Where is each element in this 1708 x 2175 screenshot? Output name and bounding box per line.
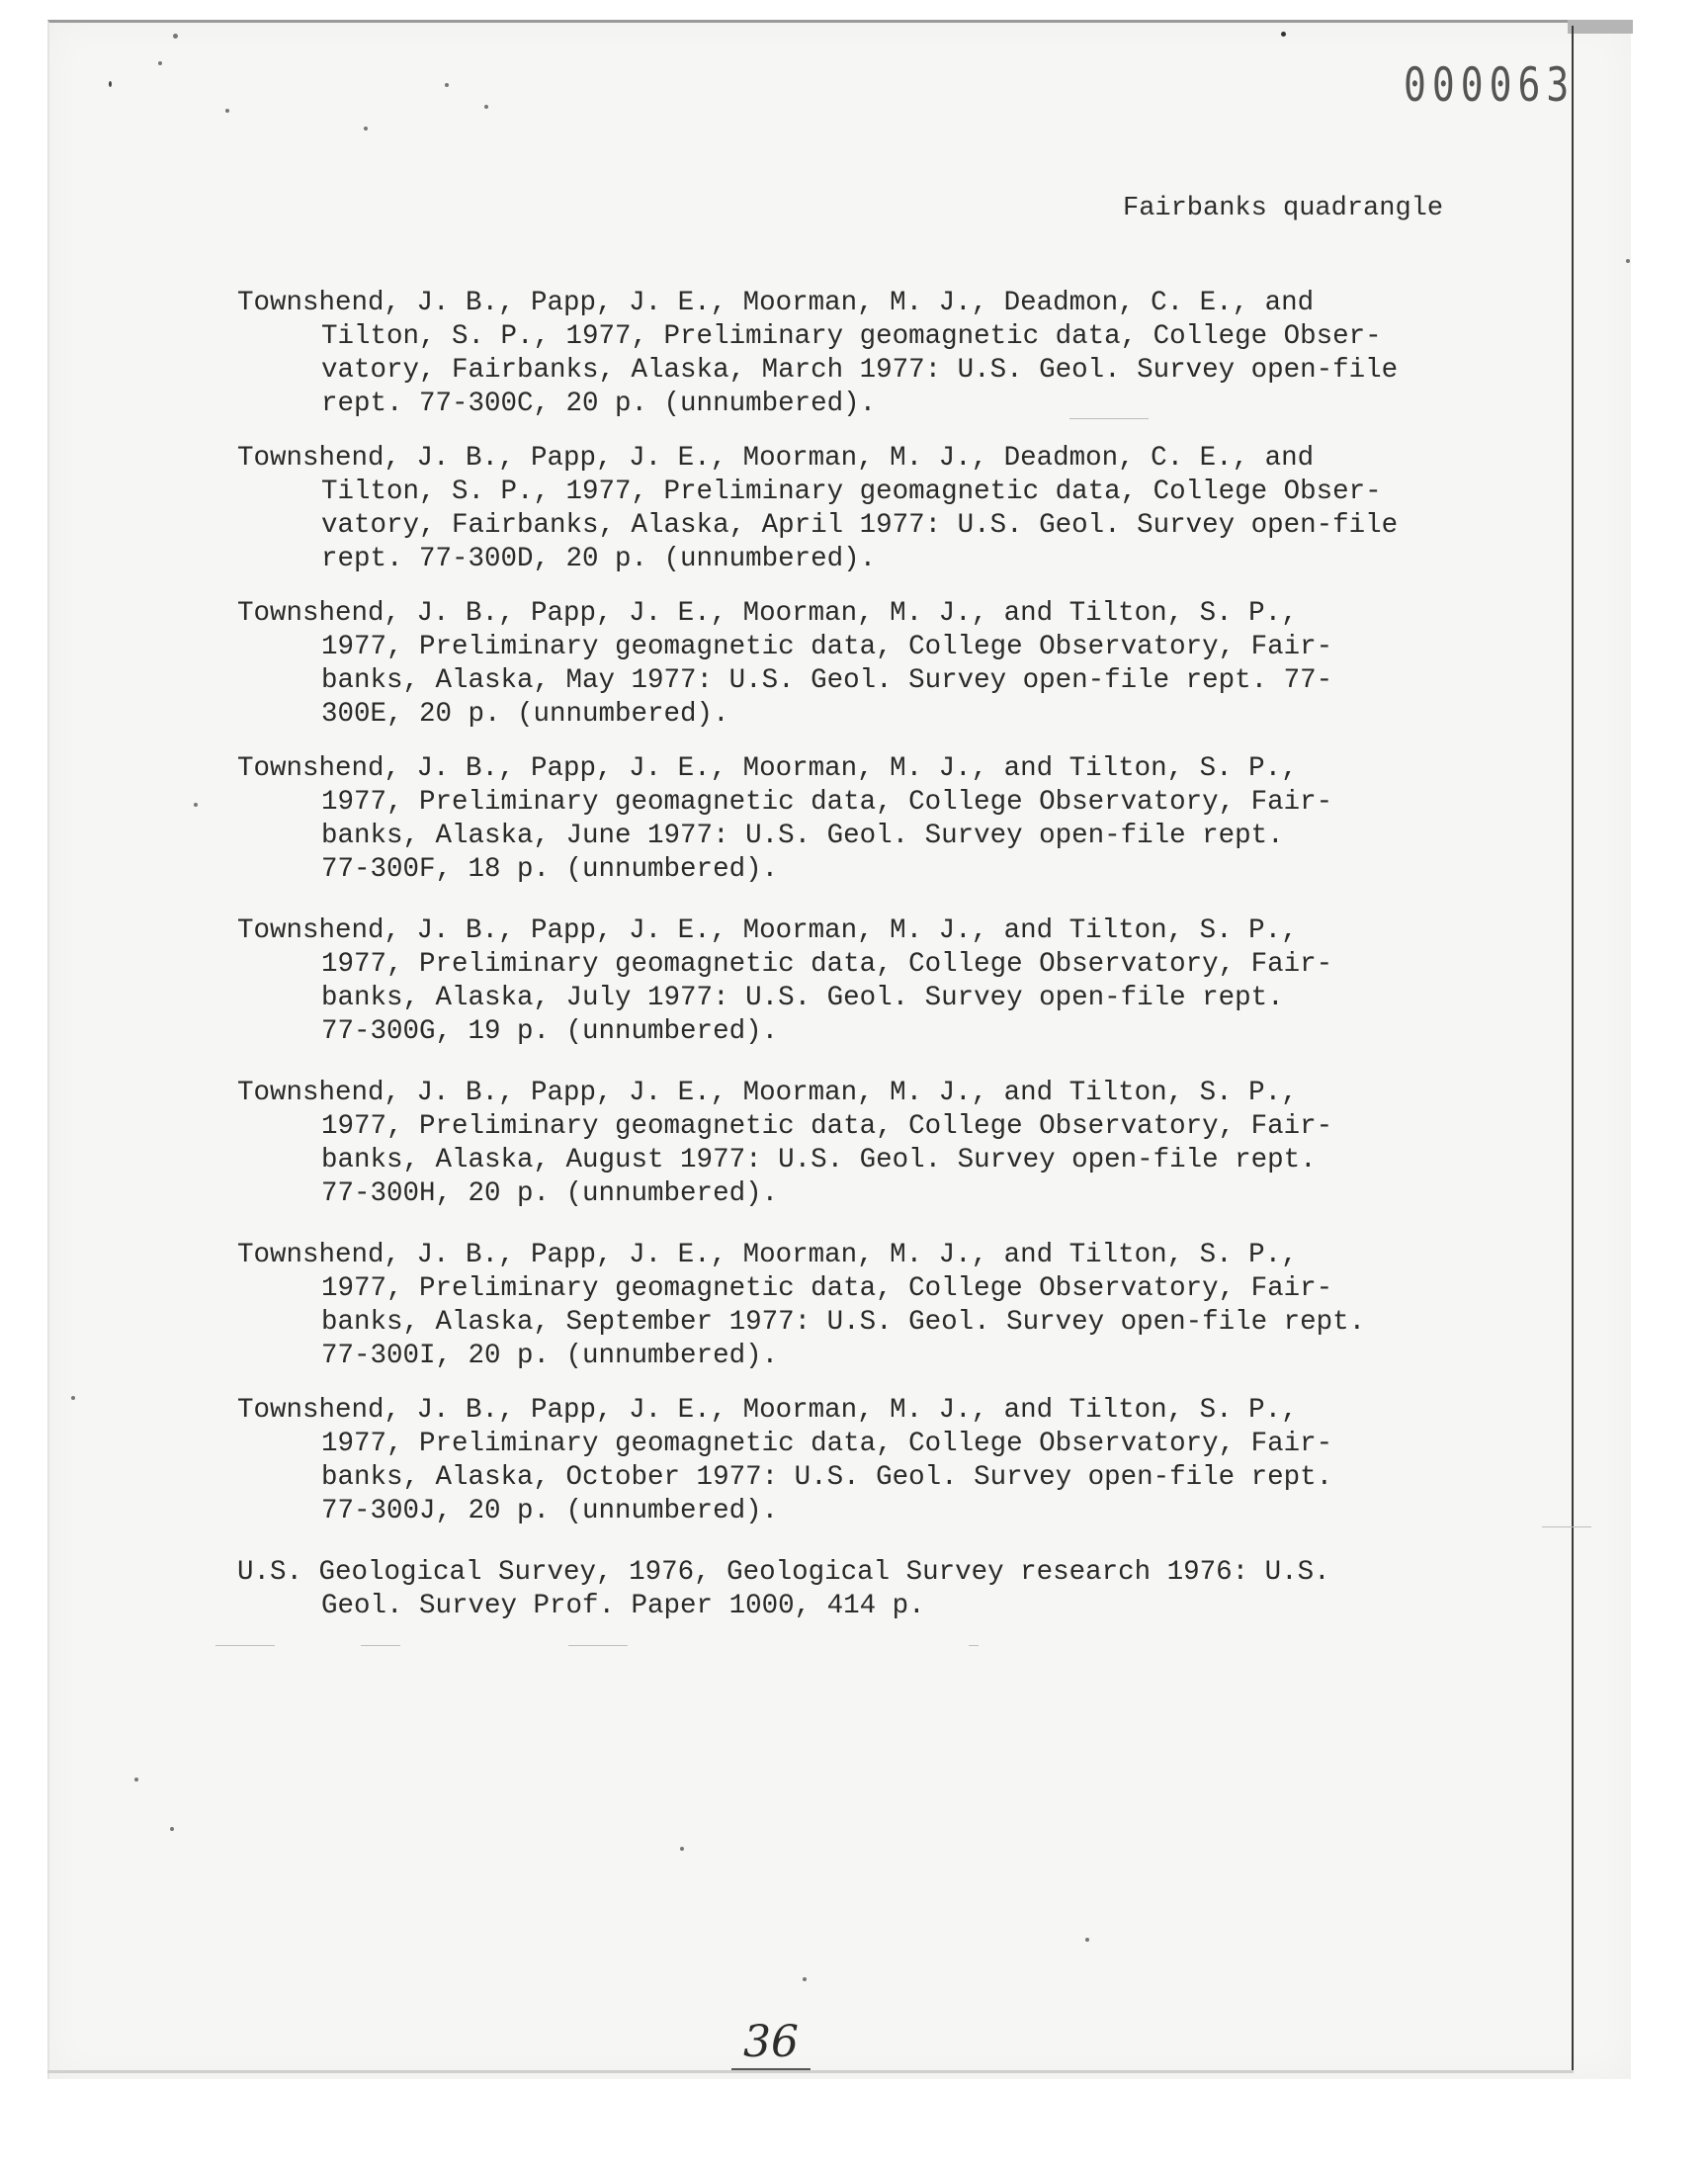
reference-entry: Townshend, J. B., Papp, J. E., Moorman, M. J., Deadmon, C. E., and Tilton, S. P., 1977, Preliminary geomagnetic data, College Obser- vatory, Fairbanks, Alaska, March 1977: U.S. Geol. Survey open-file rept. 77-300C, 20 p. (unnumbered). (237, 288, 1399, 419)
scan-rule (215, 1645, 275, 1646)
reference-entry: Townshend, J. B., Papp, J. E., Moorman, M. J., and Tilton, S. P., 1977, Preliminary geomagnetic data, College Observatory, Fair- banks, Alaska, July 1977: U.S. Geol. Survey open-file rept. 77-300G, 19 p. (unnumbered). (237, 915, 1333, 1047)
scan-speck (134, 1778, 138, 1782)
reference-entry: Townshend, J. B., Papp, J. E., Moorman, M. J., Deadmon, C. E., and Tilton, S. P., 1977, Preliminary geomagnetic data, College Obser- vatory, Fairbanks, Alaska, April 1977: U.S. Geol. Survey open-file rept. 77-300D, 20 p. (unnumbered). (237, 443, 1399, 574)
reference-entry: Townshend, J. B., Papp, J. E., Moorman, M. J., and Tilton, S. P., 1977, Preliminary geomagnetic data, College Observatory, Fair- banks, Alaska, May 1977: U.S. Geol. Survey open-file rept. 77- 300E, 20 p. (unnumbered). (237, 598, 1333, 730)
reference-entry: Townshend, J. B., Papp, J. E., Moorman, M. J., and Tilton, S. P., 1977, Preliminary geomagnetic data, College Observatory, Fair- banks, Alaska, June 1977: U.S. Geol. Survey open-file rept. 77-300F, 18 p. (unnumbered). (237, 753, 1333, 885)
scan-speck (1626, 259, 1630, 263)
scan-speck (1085, 1938, 1089, 1942)
reference-list (237, 287, 1473, 1644)
document-number: 000063 (1404, 57, 1576, 112)
scan-speck (71, 1396, 75, 1400)
scan-rule (361, 1645, 400, 1646)
page-right-edge (1572, 26, 1574, 2072)
scan-speck (170, 1827, 174, 1831)
scan-rule (969, 1645, 979, 1646)
scan-speck (173, 34, 178, 39)
scan-speck (484, 105, 488, 109)
page-number-underline (731, 2068, 811, 2070)
page-number: 36 (743, 2017, 799, 2067)
scan-speck (1281, 32, 1286, 37)
scan-speck (445, 83, 449, 87)
scan-speck (803, 1977, 807, 1981)
reference-entry: U.S. Geological Survey, 1976, Geological Survey research 1976: U.S. Geol. Survey Prof. Paper 1000, 414 p. (237, 1557, 1330, 1621)
scan-speck (109, 81, 112, 87)
scan-speck (194, 803, 198, 807)
page-bottom-edge (47, 2070, 1574, 2073)
scan-speck (364, 127, 368, 130)
reference-entry: Townshend, J. B., Papp, J. E., Moorman, M. J., and Tilton, S. P., 1977, Preliminary geomagnetic data, College Observatory, Fair- banks, Alaska, October 1977: U.S. Geol. Survey open-file rept. 77-300J, 20 p. (unnumbered). (237, 1395, 1333, 1526)
scan-rule (568, 1645, 628, 1646)
scan-speck (158, 61, 162, 65)
scan-speck (225, 109, 229, 113)
quadrangle-heading: Fairbanks quadrangle (1123, 194, 1444, 223)
scan-rule (1542, 1526, 1591, 1527)
reference-entry: Townshend, J. B., Papp, J. E., Moorman, M. J., and Tilton, S. P., 1977, Preliminary geomagnetic data, College Observatory, Fair- banks, Alaska, September 1977: U.S. Geol. Survey open-file rept. 77-300I, 20 p. (unnumbered). (237, 1240, 1366, 1371)
scan-speck (680, 1847, 684, 1851)
scan-top-strip (1568, 20, 1633, 34)
reference-entry: Townshend, J. B., Papp, J. E., Moorman, M. J., and Tilton, S. P., 1977, Preliminary geomagnetic data, College Observatory, Fair- banks, Alaska, August 1977: U.S. Geol. Survey open-file rept. 77-300H, 20 p. (unnumbered). (237, 1078, 1333, 1209)
